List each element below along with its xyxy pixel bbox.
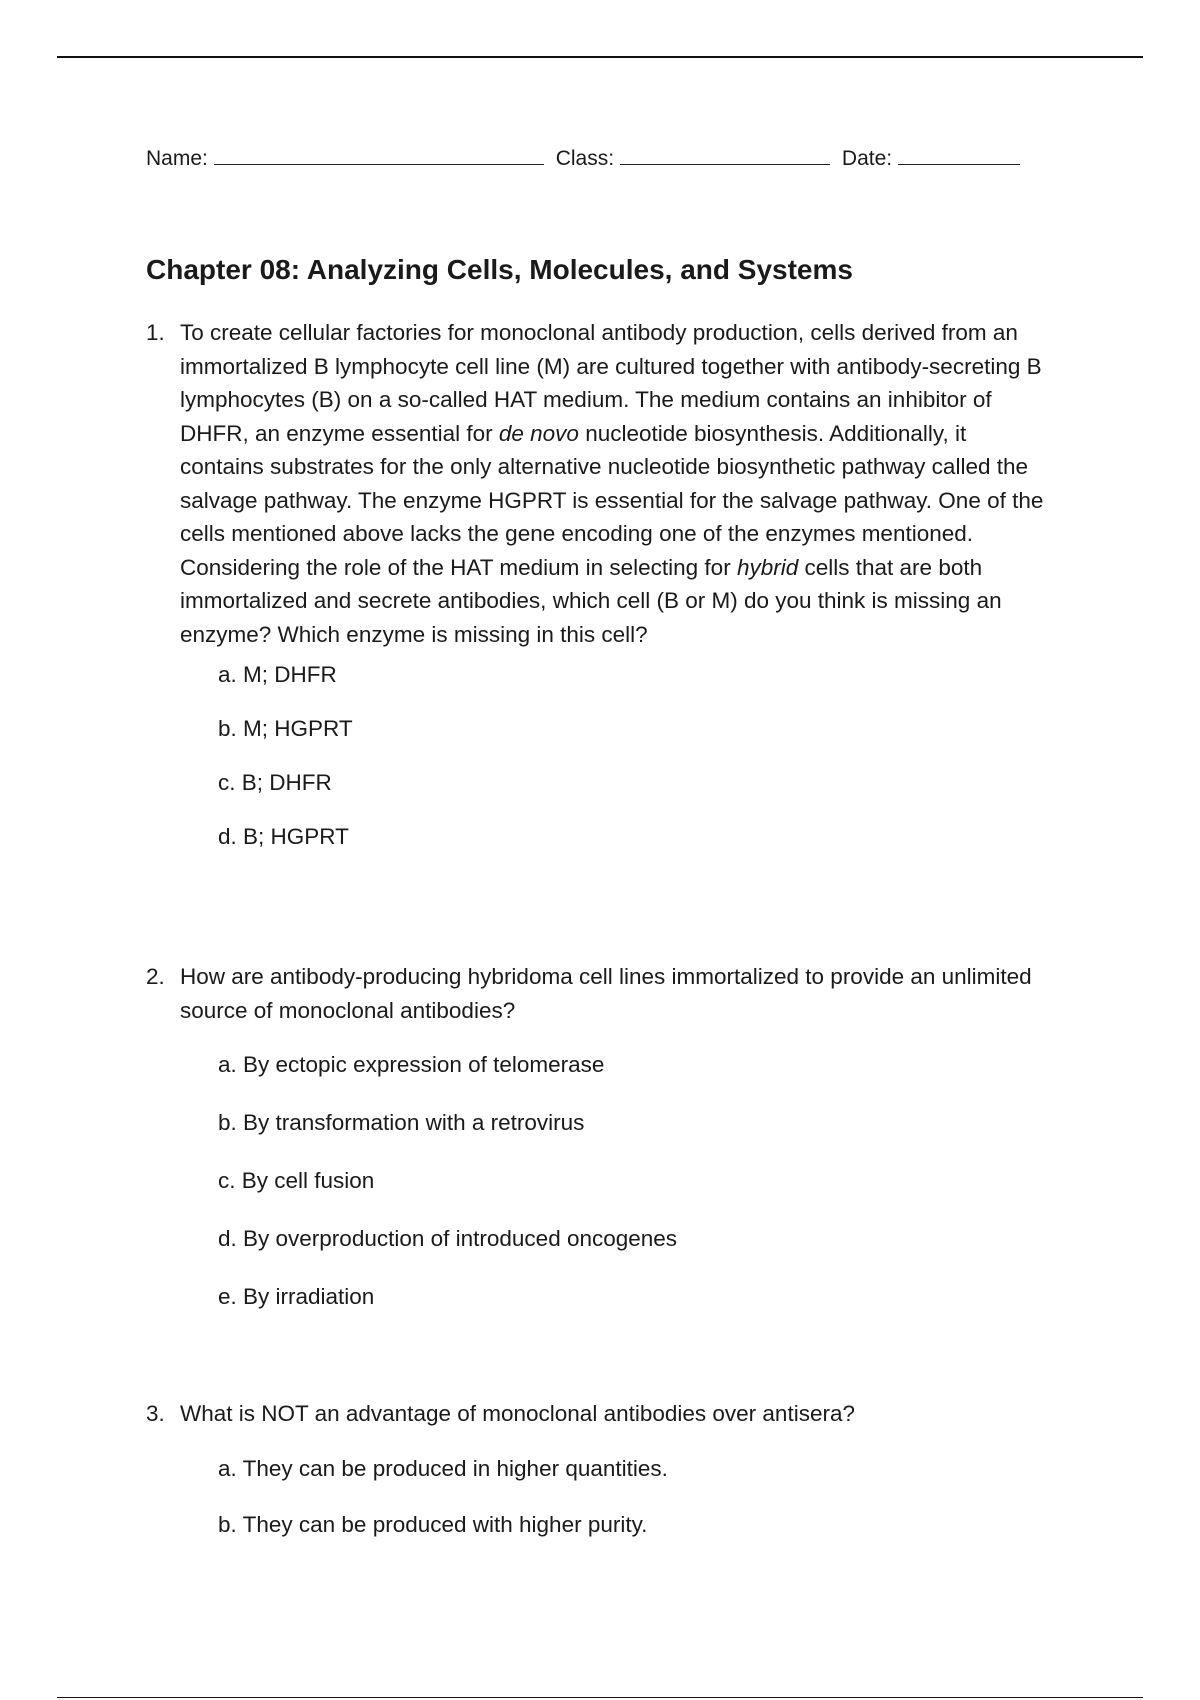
date-label: Date: [841,147,893,170]
question-2 [146,960,1056,1027]
option-e[interactable]: e. By irradiation [218,1284,375,1309]
name-field [146,145,544,171]
question-3 [146,1397,1056,1431]
name-blank [214,145,544,165]
question-text-part: To create cellular factories for monoclonal antibody production, cells derived from an immortalized B lymphocyte cell line (M) are cultured together with antibody-secreting B lymphocytes (B) on a so-called HAT medium. The medium contains an inhibitor of DHFR, an enzyme essential for [180,320,1042,446]
top-rule [57,56,1143,58]
question-text-part: nucleotide biosynthesis. Additionally, it contains substrates for the only alternative nucleotide biosynthetic pathway called the salvage pathway. The enzyme HGPRT is essential for the salvage pathway. One of the cells mentioned above lacks the gene encoding one of the enzymes mentioned. Considering the role of the HAT medium in selecting for [180,420,1044,580]
option-b[interactable]: b. By transformation with a retrovirus [218,1110,585,1135]
question-text-part: cells that are both immortalized and secrete antibodies, which cell (B or M) do you think is missing an enzyme? Which enzyme is missing in this cell? [180,554,1002,647]
option-a[interactable]: a. By ectopic expression of telomerase [218,1052,605,1077]
option-a[interactable]: a. M; DHFR [218,662,337,687]
date-blank [898,145,1020,165]
question-number: 2. [146,964,165,989]
option-c[interactable]: c. B; DHFR [218,770,332,795]
name-label: Name: [146,147,208,170]
class-blank [620,145,830,165]
question-1 [146,316,1056,651]
question-number: 1. [146,320,165,345]
bottom-rule [57,1697,1143,1698]
question-text [180,316,1056,651]
option-d[interactable]: d. B; HGPRT [218,824,349,849]
option-d[interactable]: d. By overproduction of introduced oncogenes [218,1226,678,1251]
question-text: What is NOT an advantage of monoclonal antibodies over antisera? [180,1401,855,1426]
question-text-italic: hybrid [736,554,799,580]
class-field [556,145,830,171]
question-number: 3. [146,1401,165,1426]
option-b[interactable]: b. M; HGPRT [218,716,353,741]
chapter-title: Chapter 08: Analyzing Cells, Molecules, and Systems [146,254,853,285]
option-b[interactable]: b. They can be produced with higher purity. [218,1512,648,1537]
student-info-header [146,145,1026,171]
class-label: Class: [555,147,615,170]
date-field [842,145,1020,171]
question-text: How are antibody-producing hybridoma cell lines immortalized to provide an unlimited source of monoclonal antibodies? [180,964,1032,1023]
option-c[interactable]: c. By cell fusion [218,1168,375,1193]
question-text-italic: de novo [498,420,579,446]
option-a[interactable]: a. They can be produced in higher quantities. [218,1456,668,1481]
